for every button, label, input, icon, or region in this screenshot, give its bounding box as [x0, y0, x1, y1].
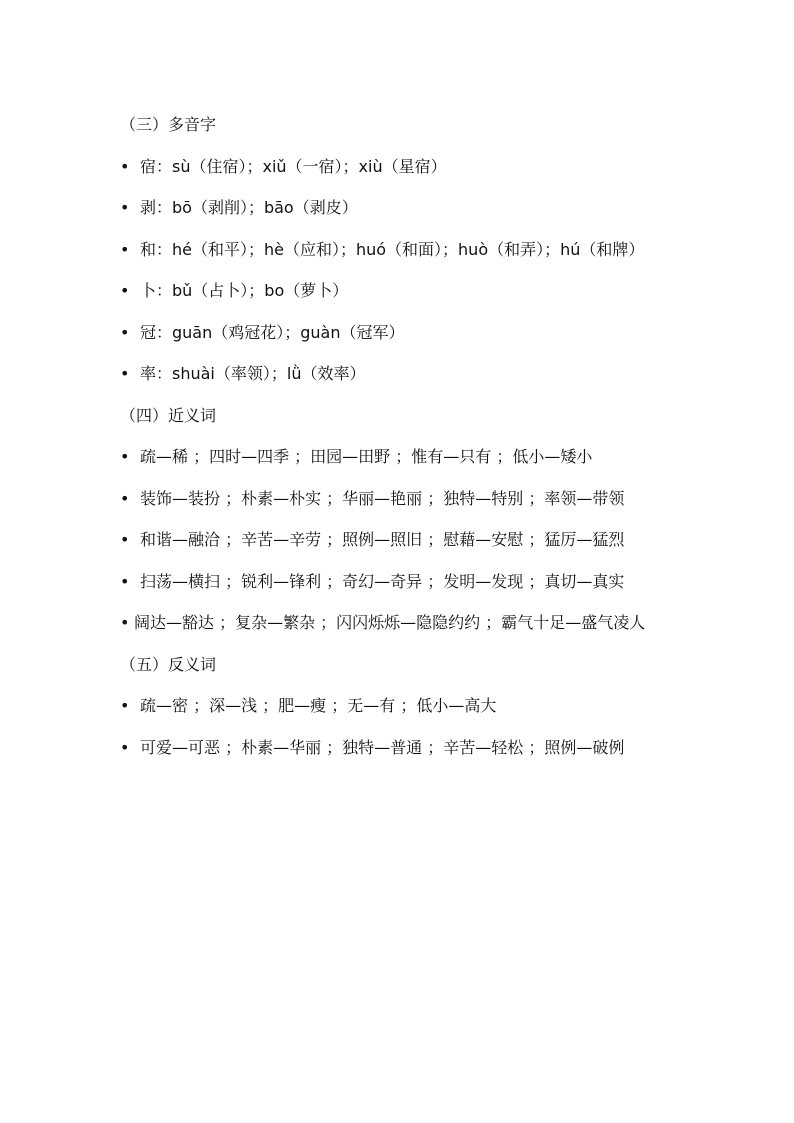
list-item — [120, 436, 680, 478]
bullet: • — [120, 613, 130, 632]
list-item — [120, 519, 680, 561]
polyphone-item-shuai: 率：shuài（率领）；lǜ（效率） — [140, 364, 366, 383]
bullet: • — [120, 198, 130, 217]
section-heading-polyphone: （三）多音字 — [120, 115, 217, 134]
section-heading-synonyms: （四）近义词 — [120, 405, 217, 425]
list-item — [120, 187, 680, 229]
polyphone-item-guan: 冠：guān（鸡冠花）；guàn（冠军） — [140, 322, 405, 342]
bullet: • — [120, 156, 130, 176]
synonym-item-3: 和谐—融洽 ；辛苦—辛劳 ；照例—照旧 ；慰藉—安慰 ；猛厉—猛烈 — [140, 530, 625, 549]
antonym-item-2: 可爱—可恶 ；朴素—华丽 ；独特—普通 ；辛苦—轻松 ；照例—破例 — [140, 737, 625, 757]
bullet: • — [120, 364, 130, 383]
bullet: • — [120, 488, 130, 508]
list-item — [120, 561, 680, 603]
list-item — [120, 270, 680, 312]
bullet: • — [120, 447, 130, 466]
bullet: • — [120, 737, 130, 757]
synonym-item-4: 扫荡—横扫 ；锐利—锋利 ；奇幻—奇异 ；发明—发现 ；真切—真实 — [140, 571, 625, 591]
polyphone-item-su: 宿：sù（住宿）；xiǔ（一宿）；xiù（星宿） — [140, 156, 447, 176]
document-page — [120, 104, 680, 768]
list-item — [120, 478, 680, 520]
bullet: • — [120, 571, 130, 591]
synonym-item-2: 装饰—装扮 ；朴素—朴实 ；华丽—艳丽 ；独特—特别 ；率领—带领 — [140, 488, 625, 508]
synonym-item-5: 阔达—豁达 ；复杂—繁杂 ；闪闪烁烁—隐隐约约 ；霸气十足—盛气凌人 — [134, 613, 646, 632]
bullet: • — [120, 322, 130, 342]
list-item — [120, 312, 680, 354]
synonym-item-1: 疏—稀 ；四时—四季 ；田园—田野 ；惟有—只有 ；低小—矮小 — [140, 447, 593, 466]
list-item — [120, 727, 680, 769]
section-heading-antonyms: （五）反义词 — [120, 654, 217, 674]
list-item — [120, 602, 680, 644]
list-item — [120, 353, 680, 395]
bullet: • — [120, 281, 130, 300]
polyphone-item-bu: 卜：bǔ（占卜）；bo（萝卜） — [140, 281, 349, 300]
polyphone-item-bo: 剥：bō（剥削）；bāo（剥皮） — [140, 198, 358, 217]
list-item — [120, 229, 680, 271]
antonym-item-1: 疏—密 ；深—浅 ；肥—瘦 ；无—有 ；低小—高大 — [140, 696, 497, 715]
bullet: • — [120, 696, 130, 715]
bullet: • — [120, 530, 130, 549]
bullet: • — [120, 239, 130, 259]
list-item — [120, 685, 680, 727]
list-item — [120, 146, 680, 188]
polyphone-item-he: 和：hé（和平）；hè（应和）；huó（和面）；huò（和弄）；hú（和牌） — [140, 239, 645, 259]
